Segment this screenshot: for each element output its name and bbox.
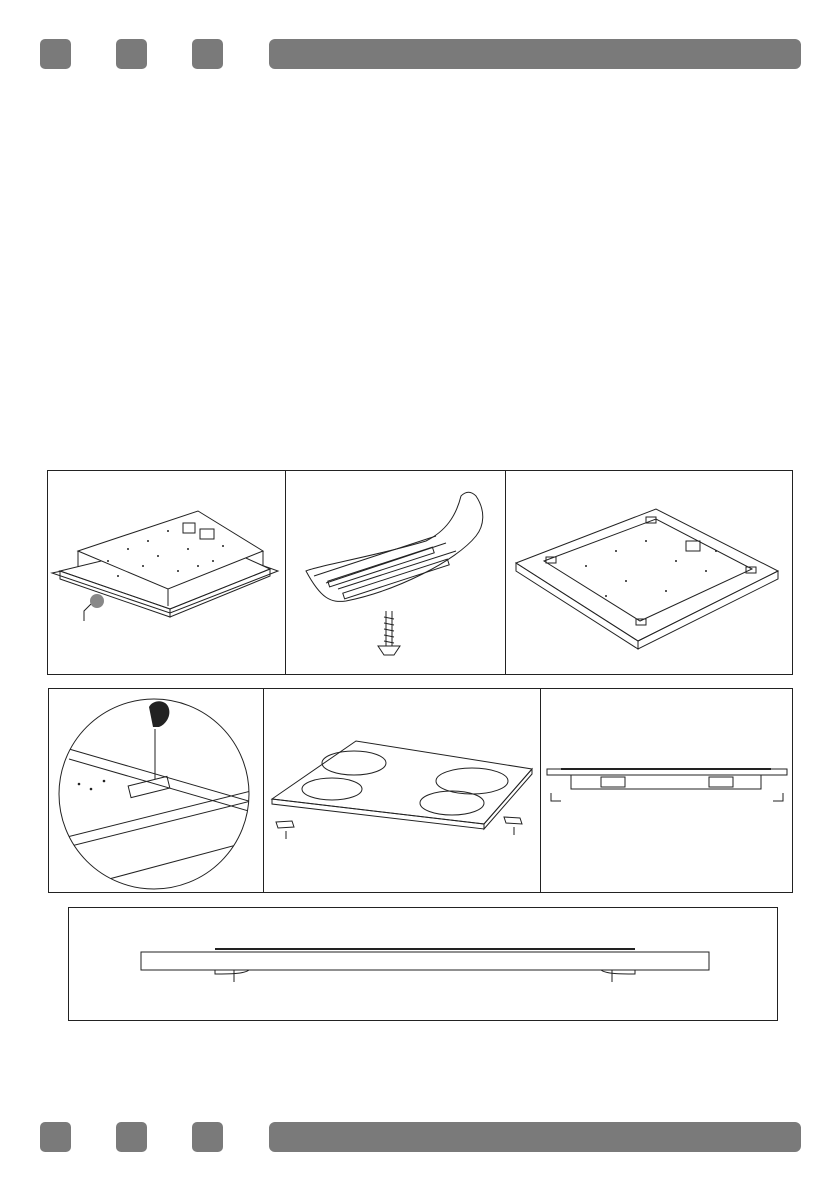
bracket-screw-figure bbox=[286, 471, 505, 674]
header-bar bbox=[269, 39, 801, 69]
hob-cross-section-figure bbox=[69, 908, 777, 1020]
header-tab-1 bbox=[40, 39, 71, 69]
footer-tab-3 bbox=[192, 1122, 223, 1152]
hob-underside-figure bbox=[48, 471, 285, 674]
figure-row-1 bbox=[47, 470, 793, 675]
footer-tab-1 bbox=[40, 1122, 71, 1152]
seal-marker bbox=[90, 594, 104, 608]
bracket-closeup-figure bbox=[49, 689, 263, 892]
footer-bar bbox=[269, 1122, 801, 1152]
figure-row-3 bbox=[68, 907, 778, 1021]
figure-row-2 bbox=[48, 688, 793, 893]
header-tab-3 bbox=[192, 39, 223, 69]
hob-side-figure bbox=[541, 689, 793, 892]
hob-worktop-figure bbox=[506, 471, 794, 674]
footer-tab-2 bbox=[116, 1122, 147, 1152]
header-tab-2 bbox=[116, 39, 147, 69]
hob-top-figure bbox=[264, 689, 541, 892]
